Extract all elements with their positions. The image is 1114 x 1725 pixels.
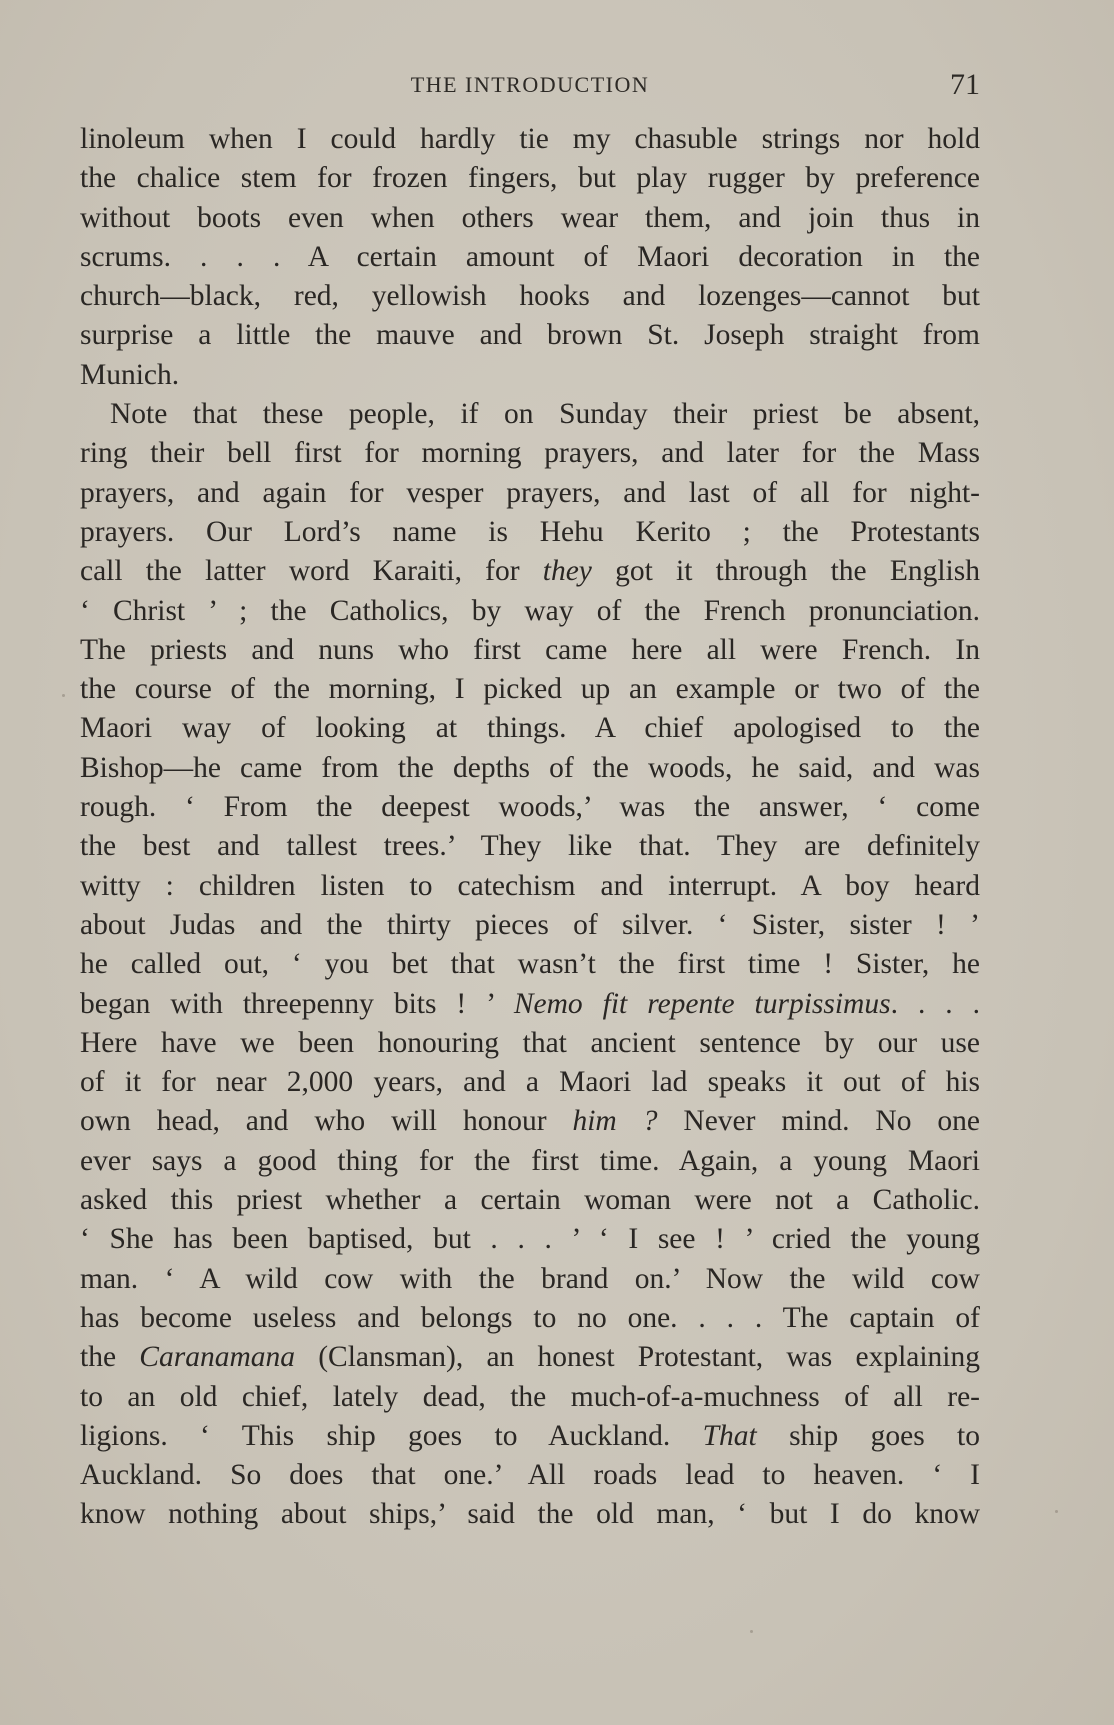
text-line: to an old chief, lately dead, the much-of-a-muchness of all re- [80, 1380, 980, 1413]
italic-run: That [702, 1419, 757, 1452]
italic-run: they [542, 555, 592, 588]
text-line: Note that these people, if on Sunday their priest be absent, [110, 398, 980, 431]
text-line: linoleum when I could hardly tie my chasuble strings nor hold [80, 123, 980, 155]
text-line: witty : children listen to catechism and interrupt. A boy heard [80, 869, 980, 902]
text-line: ‘ Christ ’ ; the Catholics, by way of the French pronunciation. [80, 594, 980, 627]
text-run: own head, and who will honour [80, 1105, 573, 1138]
text-run: the [80, 1341, 140, 1374]
italic-run: Nemo fit repente turpissimus [513, 987, 891, 1020]
text-line: the course of the morning, I picked up an example or two of the [80, 673, 980, 706]
italic-run: him ? [572, 1105, 658, 1138]
text-run: call the latter word Karaiti, for [80, 555, 543, 588]
text-line: ever says a good thing for the first time. Again, a young Maori [80, 1144, 980, 1177]
text-run: ship goes to [756, 1419, 981, 1452]
text-line: Here have we been honouring that ancient sentence by our use [80, 1026, 980, 1059]
text-run: got it through the English [591, 555, 980, 588]
text-run: Never mind. No one [657, 1105, 981, 1138]
paper-speck [62, 694, 65, 697]
text-line: of it for near 2,000 years, and a Maori lad speaks it out of his [80, 1066, 980, 1099]
text-line: Bishop—he came from the depths of the woods, he said, and was [80, 751, 980, 784]
text-line: the chalice stem for frozen fingers, but play rugger by preference [80, 162, 980, 195]
text-line: surprise a little the mauve and brown St. Joseph straight from [80, 319, 980, 352]
text-run: . . . . [890, 987, 981, 1020]
body-text [80, 120, 980, 1535]
text-line [80, 552, 980, 591]
paragraph-1 [80, 120, 980, 395]
text-run: (Clansman), an honest Protestant, was explaining [295, 1341, 981, 1374]
italic-run: Caranamana [139, 1341, 295, 1374]
text-line: has become useless and belongs to no one. . . . The captain of [80, 1301, 980, 1334]
text-line: Maori way of looking at things. A chief apologised to the [80, 712, 980, 745]
text-run: began with threepenny bits ! ’ [80, 987, 514, 1020]
text-line: know nothing about ships,’ said the old man, ‘ but I do know [80, 1498, 980, 1531]
text-line [80, 1102, 980, 1141]
text-line [80, 1338, 980, 1377]
text-line: he called out, ‘ you bet that wasn’t the first time ! Sister, he [80, 948, 980, 981]
text-run: ligions. ‘ This ship goes to Auckland. [80, 1419, 703, 1452]
text-line: asked this priest whether a certain woman were not a Catholic. [80, 1184, 980, 1217]
text-line: the best and tallest trees.’ They like that. They are definitely [80, 830, 980, 863]
text-line: ring their bell first for morning prayers, and later for the Mass [80, 437, 980, 470]
text-line: prayers, and again for vesper prayers, and last of all for night- [80, 476, 980, 509]
paragraph-2 [80, 395, 980, 1535]
running-header [80, 68, 980, 104]
text-line: The priests and nuns who first came here all were French. In [80, 633, 980, 666]
text-line [80, 1417, 980, 1456]
text-line: ‘ She has been baptised, but . . . ’ ‘ I see ! ’ cried the young [80, 1223, 980, 1256]
text-line: without boots even when others wear them, and join thus in [80, 201, 980, 234]
text-line: rough. ‘ From the deepest woods,’ was the answer, ‘ come [80, 791, 980, 824]
text-line: church—black, red, yellowish hooks and lozenges—cannot but [80, 280, 980, 313]
paper-speck [750, 1630, 753, 1633]
text-line: man. ‘ A wild cow with the brand on.’ Now the wild cow [80, 1262, 980, 1295]
text-line: Munich. [80, 358, 180, 391]
text-line [80, 985, 980, 1024]
running-title: THE INTRODUCTION [410, 72, 650, 97]
text-line: scrums. . . . A certain amount of Maori decoration in the [80, 240, 980, 273]
paper-speck [1055, 1510, 1058, 1513]
text-line: Auckland. So does that one.’ All roads lead to heaven. ‘ I [80, 1459, 980, 1492]
page-number: 71 [950, 68, 980, 101]
text-line: about Judas and the thirty pieces of silver. ‘ Sister, sister ! ’ [80, 908, 980, 941]
text-line: prayers. Our Lord’s name is Hehu Kerito ; the Protestants [80, 515, 980, 548]
